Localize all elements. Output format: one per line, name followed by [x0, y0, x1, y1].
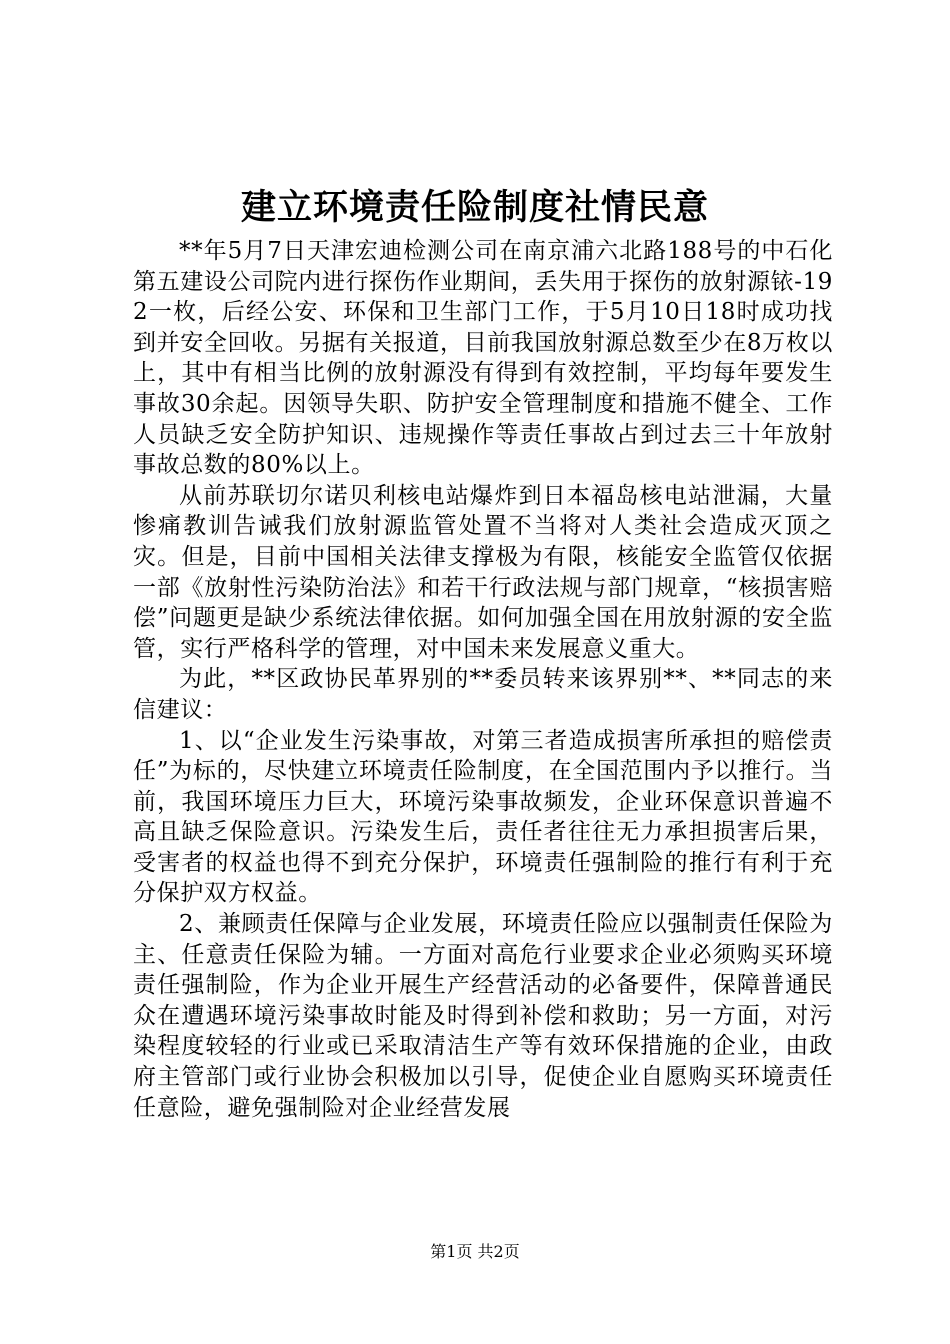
document-body	[133, 236, 833, 1123]
paragraph-suggestion-2: 2、兼顾责任保障与企业发展，环境责任险应以强制责任保险为主、任意责任保险为辅。一方面对高危行业要求企业必须购买环境责任强制险，作为企业开展生产经营活动的必备要件，保障普通民众在遭遇环境污染事故时能及时得到补偿和救助；另一方面，对污染程度较轻的行业或已采取清洁生产等有效环保措施的企业，由政府主管部门或行业协会积极加以引导，促使企业自愿购买环境责任任意险，避免强制险对企业经营发展	[133, 911, 833, 1121]
page-number: 第1页 共2页	[430, 1242, 520, 1261]
document-title: 建立环境责任险制度社情民意	[240, 187, 709, 228]
paragraph-background: 从前苏联切尔诺贝利核电站爆炸到日本福岛核电站泄漏，大量惨痛教训告诫我们放射源监管处置不当将对人类社会造成灭顶之灾。但是，目前中国相关法律支撑极为有限，核能安全监管仅依据一部《放射性污染防治法》和若干行政法规与部门规章，“核损害赔偿”问题更是缺少系统法律依据。如何加强全国在用放射源的安全监管，实行严格科学的管理，对中国未来发展意义重大。	[133, 482, 833, 662]
paragraph-proposal-intro: 为此，**区政协民革界别的**委员转来该界别**、**同志的来信建议：	[133, 666, 833, 723]
paragraph-suggestion-1: 1、以“企业发生污染事故，对第三者造成损害所承担的赔偿责任”为标的，尽快建立环境责任险制度，在全国范围内予以推行。当前，我国环境压力巨大，环境污染事故频发，企业环保意识普遍不高且缺乏保险意识。污染发生后，责任者往往无力承担损害后果，受害者的权益也得不到充分保护，环境责任强制险的推行有利于充分保护双方权益。	[133, 727, 833, 907]
paragraph-incident: **年5月7日天津宏迪检测公司在南京浦六北路188号的中石化第五建设公司院内进行探伤作业期间，丢失用于探伤的放射源铱-192一枚，后经公安、环保和卫生部门工作，于5月10日18时成功找到并安全回收。另据有关报道，目前我国放射源总数至少在8万枚以上，其中有相当比例的放射源没有得到有效控制，平均每年要发生事故30余起。因领导失职、防护安全管理制度和措施不健全、工作人员缺乏安全防护知识、违规操作等责任事故占到过去三十年放射事故总数的80%以上。	[133, 238, 833, 479]
